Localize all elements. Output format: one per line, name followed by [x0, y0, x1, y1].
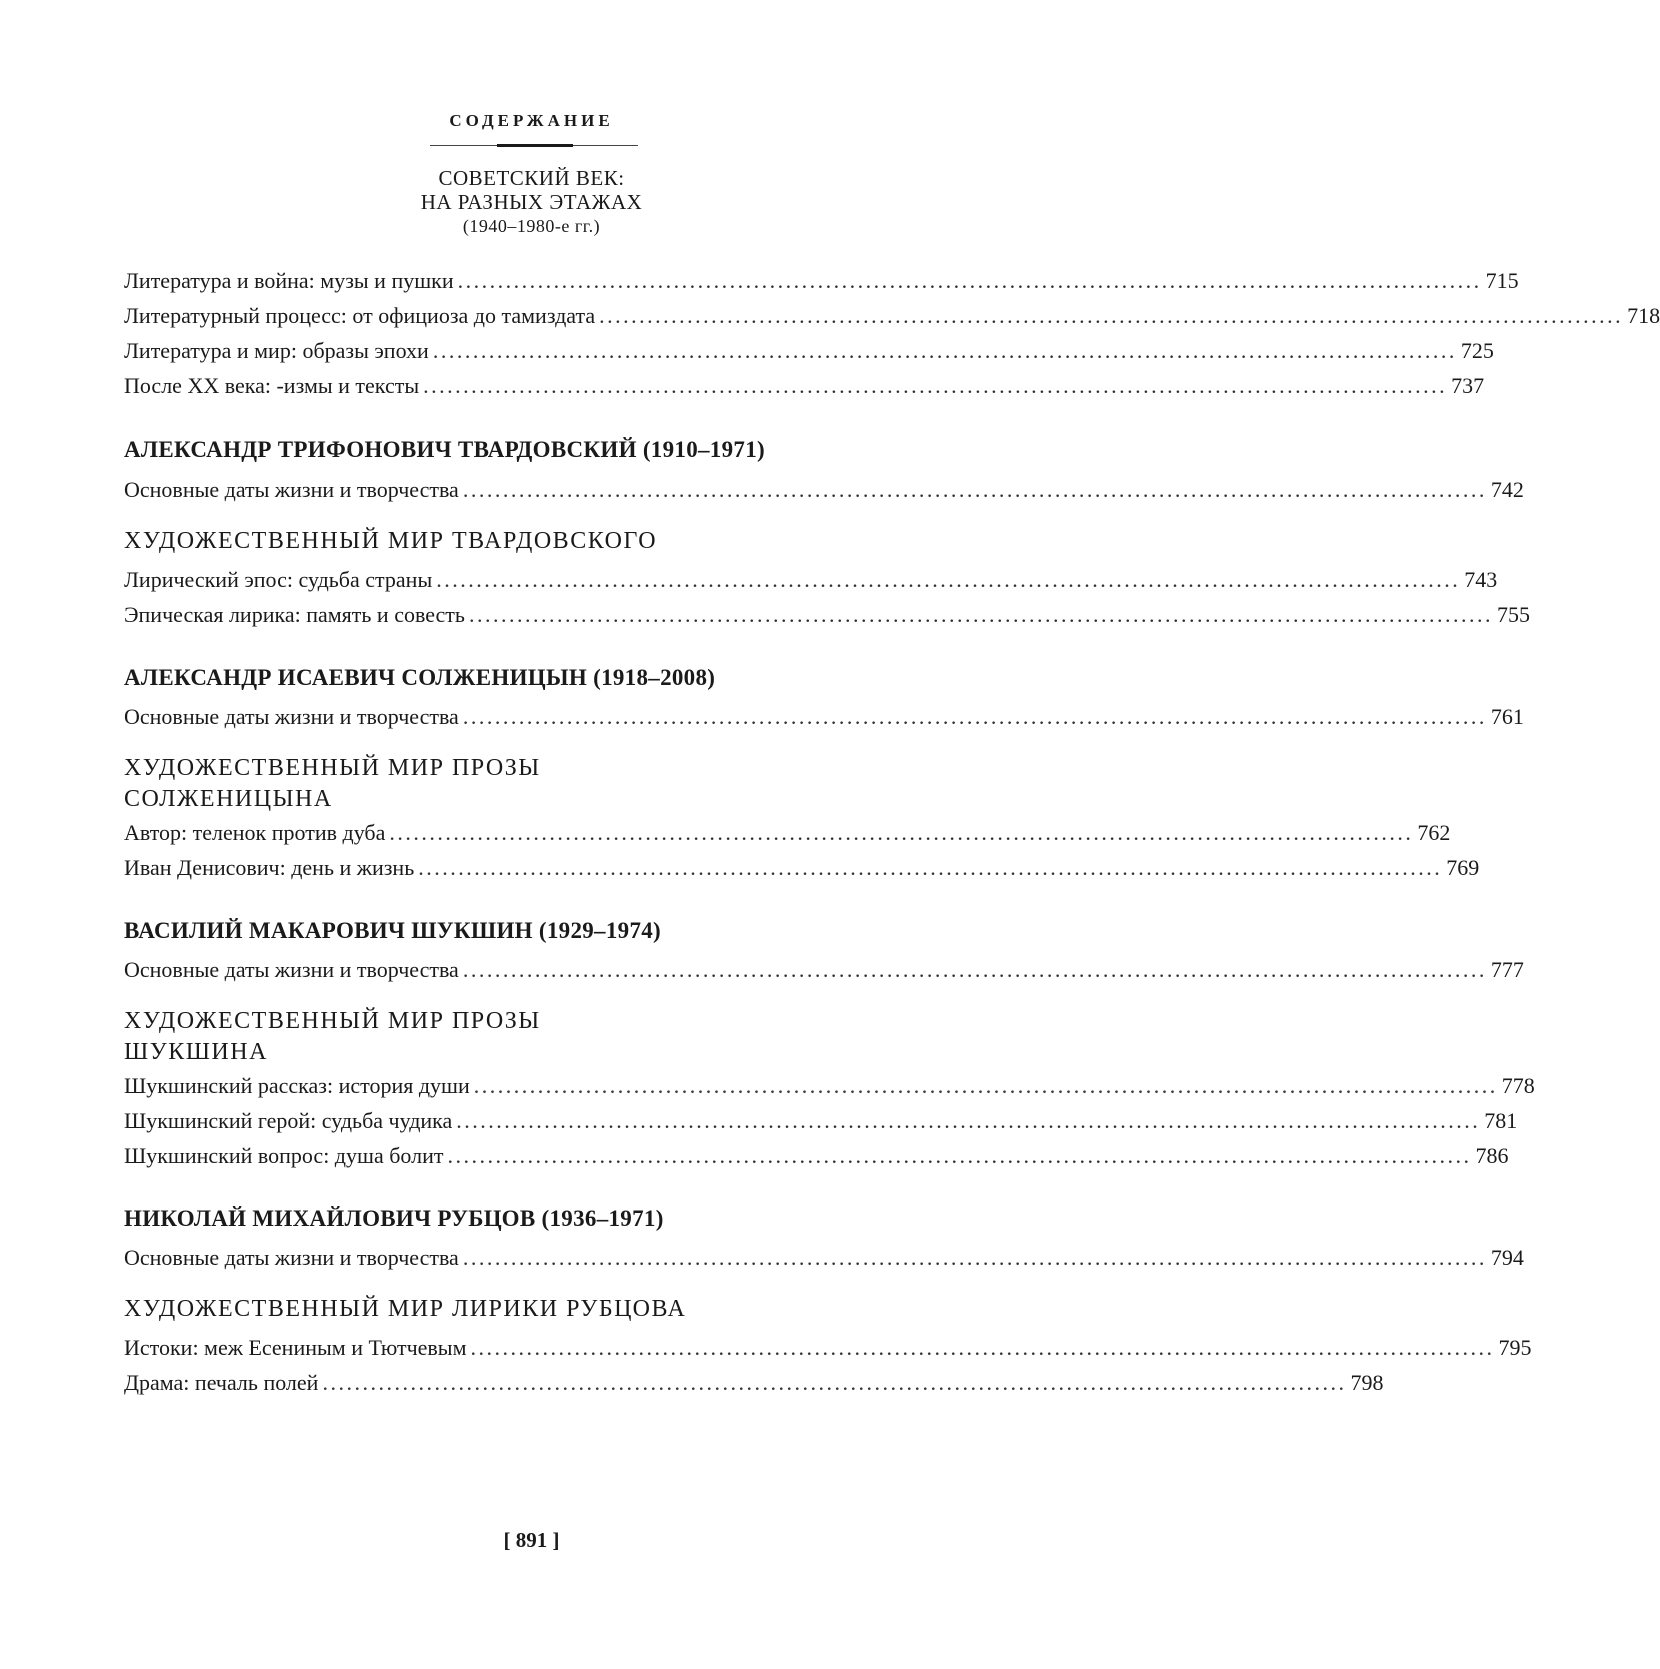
toc-entry-title: Автор: теленок против дуба — [124, 820, 386, 845]
toc-entry-title: Истоки: меж Есениным и Тютчевым — [124, 1335, 467, 1360]
toc-entry-page: 778 — [1501, 1073, 1535, 1098]
toc-entry-title: Шукшинский рассказ: история души — [124, 1073, 470, 1098]
leader-dots: ................................................................................................................................ — [456, 1108, 1481, 1133]
running-head: СОДЕРЖАНИЕ — [449, 111, 614, 130]
part-years: (1940–1980-е гг.) — [462, 216, 601, 236]
toc-entry[interactable] — [124, 1073, 1535, 1103]
toc-entry-page: 743 — [1464, 567, 1498, 592]
toc-entry-title: Иван Денисович: день и жизнь — [124, 855, 415, 880]
toc-entry[interactable] — [124, 1245, 1524, 1275]
section-heading: ХУДОЖЕСТВЕННЫЙ МИР ЛИРИКИ РУБЦОВА — [124, 1296, 687, 1322]
leader-dots: ................................................................................................................................ — [322, 1370, 1347, 1395]
author-heading: ВАСИЛИЙ МАКАРОВИЧ ШУКШИН (1929–1974) — [124, 918, 662, 943]
toc-entry-title: Литературный процесс: от официоза до тамиздата — [124, 303, 596, 328]
toc-entry-page: 718 — [1627, 303, 1660, 328]
toc-entry-page: 769 — [1446, 855, 1480, 880]
toc-entry-title: Лирический эпос: судьба страны — [124, 567, 433, 592]
toc-entry-page: 725 — [1460, 338, 1494, 363]
toc-entry-title: Драма: печаль полей — [124, 1370, 319, 1395]
section-heading-continued: ШУКШИНА — [124, 1039, 268, 1065]
leader-dots: ................................................................................................................................ — [432, 338, 1457, 363]
toc-entry[interactable] — [124, 303, 1660, 333]
toc-entry[interactable] — [124, 855, 1480, 885]
toc-entry-title: Шукшинский вопрос: душа болит — [124, 1143, 444, 1168]
part-title-line2: НА РАЗНЫХ ЭТАЖАХ — [420, 190, 643, 214]
leader-dots: ................................................................................................................................ — [418, 855, 1443, 880]
toc-entry-title: Шукшинский герой: судьба чудика — [124, 1108, 453, 1133]
toc-entry[interactable] — [124, 1143, 1509, 1173]
toc-entry[interactable] — [124, 373, 1485, 403]
toc-entry-page: 777 — [1490, 957, 1524, 982]
part-title-line1: СОВЕТСКИЙ ВЕК: — [438, 166, 625, 190]
leader-dots: ................................................................................................................................ — [462, 1245, 1487, 1270]
leader-dots: ................................................................................................................................ — [599, 303, 1624, 328]
leader-dots: ................................................................................................................................ — [470, 1335, 1495, 1360]
toc-entry-title: Основные даты жизни и творчества — [124, 704, 459, 729]
section-heading: ХУДОЖЕСТВЕННЫЙ МИР ПРОЗЫ — [124, 755, 541, 781]
toc-entry[interactable] — [124, 1108, 1518, 1138]
toc-entry-page: 786 — [1475, 1143, 1509, 1168]
leader-dots: ................................................................................................................................ — [423, 373, 1448, 398]
toc-entry-page: 762 — [1417, 820, 1451, 845]
toc-entry-page: 761 — [1490, 704, 1524, 729]
toc-entry-page: 715 — [1485, 268, 1519, 293]
leader-dots: ................................................................................................................................ — [462, 477, 1487, 502]
leader-dots: ................................................................................................................................ — [468, 602, 1493, 627]
author-heading: АЛЕКСАНДР ИСАЕВИЧ СОЛЖЕНИЦЫН (1918–2008) — [124, 665, 716, 690]
toc-entry-page: 742 — [1490, 477, 1524, 502]
leader-dots: ................................................................................................................................ — [462, 704, 1487, 729]
toc-entry-title: Эпическая лирика: память и совесть — [124, 602, 465, 627]
toc-entry-title: После XX века: -измы и тексты — [124, 373, 420, 398]
toc-entry-title: Основные даты жизни и творчества — [124, 957, 459, 982]
leader-dots: ................................................................................................................................ — [436, 567, 1461, 592]
leader-dots: ................................................................................................................................ — [389, 820, 1414, 845]
toc-entry[interactable] — [124, 1370, 1384, 1400]
toc-entry[interactable] — [124, 477, 1524, 507]
toc-entry[interactable] — [124, 602, 1530, 632]
leader-dots: ................................................................................................................................ — [457, 268, 1482, 293]
toc-entry-page: 798 — [1350, 1370, 1384, 1395]
section-heading: ХУДОЖЕСТВЕННЫЙ МИР ПРОЗЫ — [124, 1008, 541, 1034]
section-heading-continued: СОЛЖЕНИЦЫНА — [124, 786, 333, 812]
leader-dots: ................................................................................................................................ — [473, 1073, 1498, 1098]
toc-entry-title: Литература и война: музы и пушки — [124, 268, 454, 293]
leader-dots: ................................................................................................................................ — [462, 957, 1487, 982]
toc-entry-page: 737 — [1451, 373, 1485, 398]
toc-entry-title: Основные даты жизни и творчества — [124, 1245, 459, 1270]
toc-entry-title: Литература и мир: образы эпохи — [124, 338, 429, 363]
toc-entry[interactable] — [124, 567, 1498, 597]
toc-entry[interactable] — [124, 338, 1494, 368]
toc-entry-page: 794 — [1490, 1245, 1524, 1270]
toc-entry[interactable] — [124, 820, 1451, 850]
author-heading: НИКОЛАЙ МИХАЙЛОВИЧ РУБЦОВ (1936–1971) — [124, 1206, 664, 1231]
toc-entry-title: Основные даты жизни и творчества — [124, 477, 459, 502]
toc-entry[interactable] — [124, 1335, 1532, 1365]
toc-entry-page: 781 — [1484, 1108, 1518, 1133]
toc-entry[interactable] — [124, 957, 1524, 987]
toc-entry[interactable] — [124, 704, 1524, 734]
toc-entry[interactable] — [124, 268, 1519, 298]
page-number: [ 891 ] — [503, 1528, 560, 1552]
section-heading: ХУДОЖЕСТВЕННЫЙ МИР ТВАРДОВСКОГО — [124, 528, 658, 554]
author-heading: АЛЕКСАНДР ТРИФОНОВИЧ ТВАРДОВСКИЙ (1910–1971) — [124, 437, 765, 462]
toc-entry-page: 795 — [1498, 1335, 1532, 1360]
leader-dots: ................................................................................................................................ — [447, 1143, 1472, 1168]
running-head-rule-accent — [497, 144, 573, 147]
toc-entry-page: 755 — [1496, 602, 1530, 627]
